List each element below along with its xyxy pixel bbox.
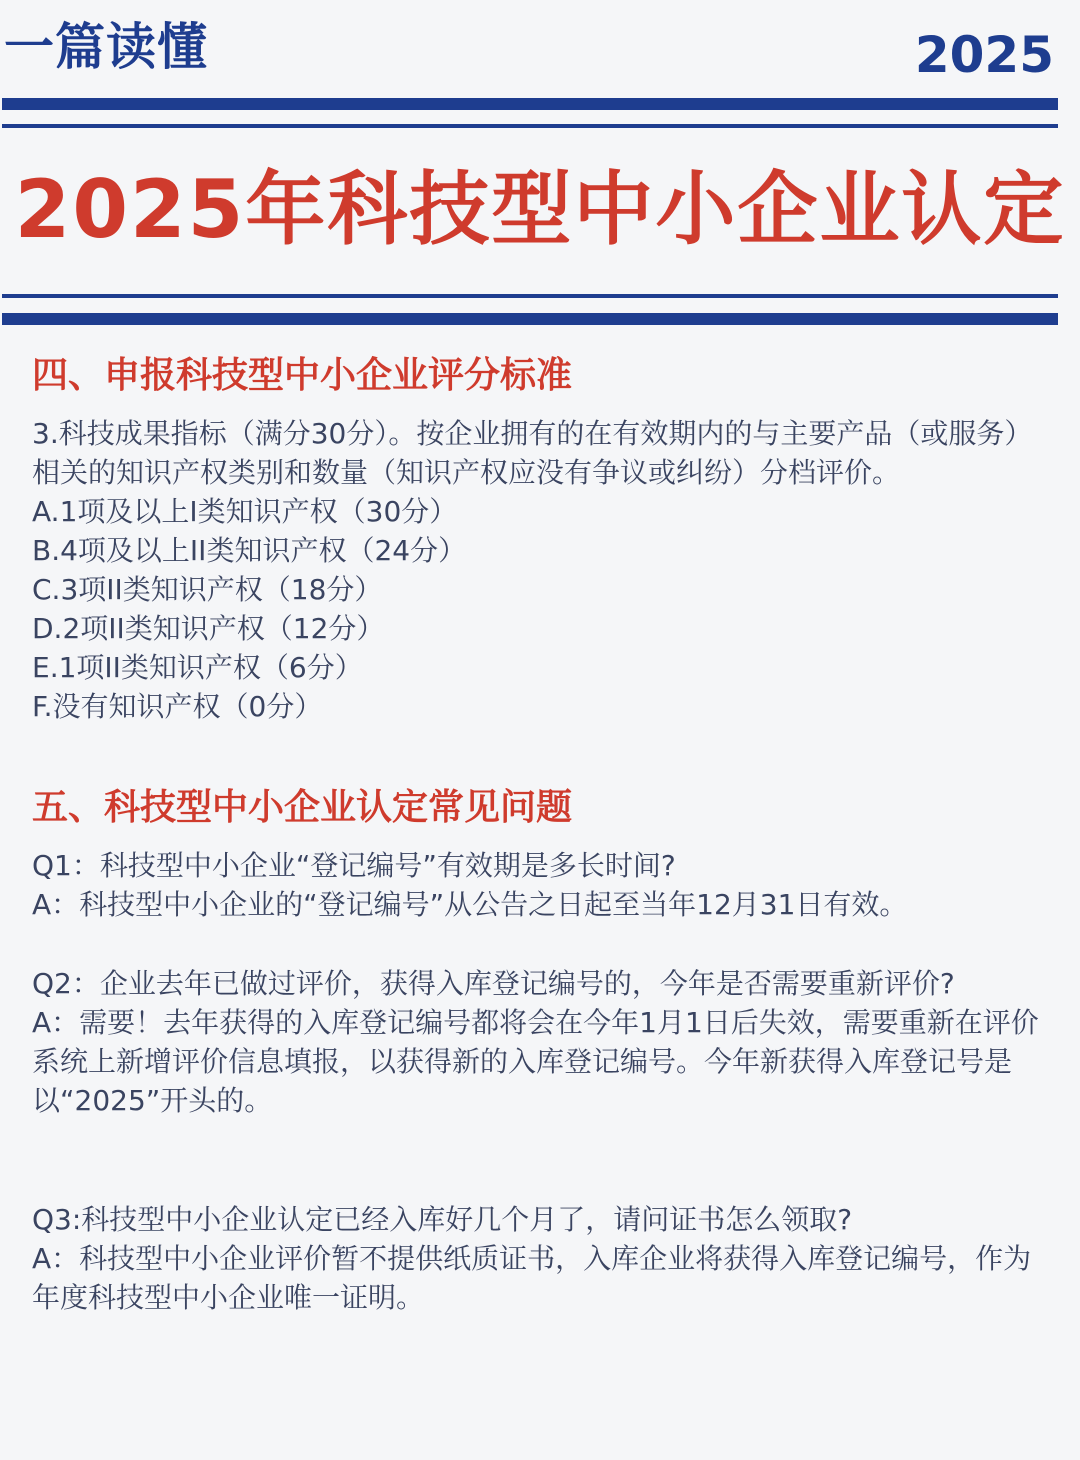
score-item: F.没有知识产权（0分） (32, 690, 323, 723)
faq-1 (32, 846, 1050, 924)
faq-question: Q1：科技型中小企业“登记编号”有效期是多长时间? (32, 849, 676, 882)
scoring-intro: 3.科技成果指标（满分30分）。按企业拥有的在有效期内的与主要产品（或服务）相关的知识产权类别和数量（知识产权应没有争议或纠纷）分档评价。 (32, 417, 1033, 489)
faq-answer: A：科技型中小企业的“登记编号”从公告之日起至当年12月31日有效。 (32, 888, 908, 921)
score-item: A.1项及以上I类知识产权（30分） (32, 495, 458, 528)
bottom-divider-thick (2, 313, 1058, 325)
section-5-heading: 五、科技型中小企业认定常见问题 (32, 787, 573, 828)
faq-2 (32, 964, 1050, 1120)
section-4-heading: 四、申报科技型中小企业评分标准 (32, 355, 573, 396)
faq-question: Q2：企业去年已做过评价，获得入库登记编号的，今年是否需要重新评价? (32, 967, 955, 1000)
top-divider-thick (2, 98, 1058, 110)
header-title: 一篇读懂 (4, 18, 208, 76)
score-item: C.3项II类知识产权（18分） (32, 573, 383, 606)
top-divider-thin (2, 124, 1058, 128)
faq-question: Q3:科技型中小企业认定已经入库好几个月了，请问证书怎么领取? (32, 1203, 853, 1236)
header-year: 2025 (914, 26, 1054, 84)
score-item: E.1项II类知识产权（6分） (32, 651, 363, 684)
main-title: 2025年科技型中小企业认定 (14, 163, 1066, 256)
score-item: D.2项II类知识产权（12分） (32, 612, 385, 645)
faq-answer: A：需要！去年获得的入库登记编号都将会在今年1月1日后失效，需要重新在评价系统上新增评价信息填报，以获得新的入库登记编号。今年新获得入库登记号是以“2025”开头的。 (32, 1006, 1039, 1117)
faq-3 (32, 1200, 1050, 1317)
faq-answer: A：科技型中小企业评价暂不提供纸质证书，入库企业将获得入库登记编号，作为年度科技型中小企业唯一证明。 (32, 1242, 1032, 1314)
bottom-divider-thin (2, 294, 1058, 298)
score-item: B.4项及以上II类知识产权（24分） (32, 534, 467, 567)
section-4-body (32, 414, 1050, 726)
